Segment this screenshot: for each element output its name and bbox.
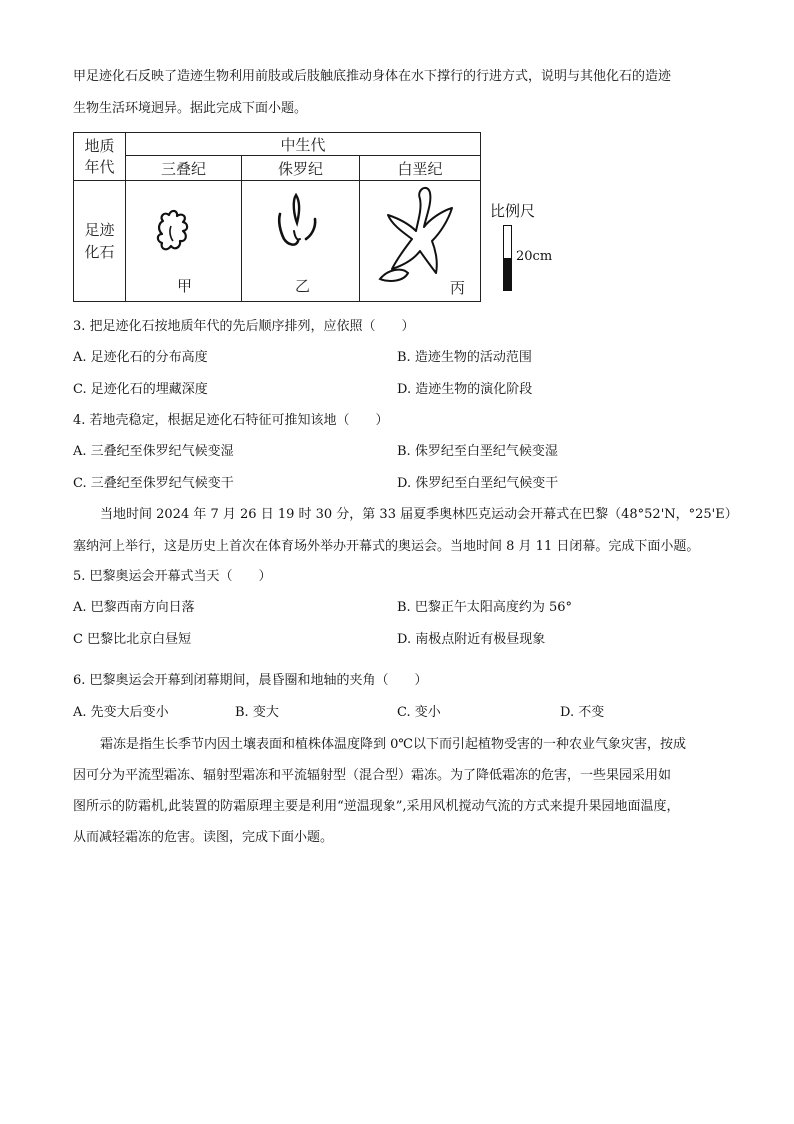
- period-cretaceous: 白垩纪: [360, 156, 481, 181]
- intro-line-1: 甲足迹化石反映了造迹生物利用前肢或后肢触底推动身体在水下撑行的行进方式，说明与其他化石的造迹: [73, 69, 672, 84]
- era-mesozoic: 中生代: [126, 133, 481, 156]
- q4-option-d[interactable]: D. 侏罗纪至白垩纪气候变干: [397, 476, 559, 491]
- q6-option-a[interactable]: A. 先变大后变小: [73, 705, 169, 720]
- olympics-line-2: 塞纳河上举行，这是历史上首次在体育场外举办开幕式的奥运会。当地时间 8 月 11 日闭幕。完成下面小题。: [73, 539, 700, 554]
- q4-option-c[interactable]: C. 三叠纪至侏罗纪气候变干: [73, 476, 234, 491]
- q4-option-b[interactable]: B. 侏罗纪至白垩纪气候变湿: [397, 444, 558, 459]
- q6-option-d[interactable]: D. 不变: [560, 705, 605, 720]
- header-age-text: 年代: [84, 157, 115, 176]
- q3-stem: 3. 把足迹化石按地质年代的先后顺序排列，应依照（ ）: [73, 319, 415, 334]
- row-label-line-1: 足迹: [84, 221, 115, 239]
- scale-value: 20cm: [516, 249, 553, 264]
- q3-option-d[interactable]: D. 造迹生物的演化阶段: [397, 382, 533, 397]
- intro-line-2: 生物生活环境迥异。据此完成下面小题。: [73, 101, 308, 116]
- q5-option-a[interactable]: A. 巴黎西南方向日落: [73, 600, 195, 615]
- q6-option-c[interactable]: C. 变小: [397, 705, 441, 720]
- period-jurassic: 侏罗纪: [242, 156, 360, 181]
- fossil-label-bing: 丙: [450, 279, 466, 297]
- olympics-line-1: 当地时间 2024 年 7 月 26 日 19 时 30 分，第 33 届夏季奥林匹克运动会开幕式在巴黎（48°52'N，°25'E）: [100, 507, 738, 522]
- period-triassic: 三叠纪: [126, 156, 242, 181]
- q5-option-d[interactable]: D. 南极点附近有极昼现象: [397, 632, 546, 647]
- fossil-table: [73, 132, 481, 302]
- q6-option-b[interactable]: B. 变大: [235, 705, 279, 720]
- scale-title: 比例尺: [490, 202, 536, 220]
- frost-line-1: 霜冻是指生长季节内因土壤表面和植株体温度降到 0℃以下而引起植物受害的一种农业气象灾害，按成: [100, 737, 686, 752]
- q5-option-c[interactable]: C 巴黎比北京白昼短: [73, 632, 192, 647]
- row-label-footprint-fossil: [74, 181, 126, 302]
- scale-legend: [490, 200, 553, 264]
- frost-line-3: 图所示的防霜机,此装置的防霜原理主要是利用“逆温现象”,采用风机搅动气流的方式来提升果园地面温度，: [73, 799, 680, 814]
- q3-option-a[interactable]: A. 足迹化石的分布高度: [73, 350, 208, 365]
- fossil-cell-yi: [242, 181, 360, 302]
- frost-line-2: 因可分为平流型霜冻、辐射型霜冻和平流辐射型（混合型）霜冻。为了降低霜冻的危害，一些果园采用如: [73, 768, 672, 783]
- fossil-label-jia: 甲: [177, 277, 193, 295]
- frost-line-4: 从而减轻霜冻的危害。读图，完成下面小题。: [73, 830, 334, 845]
- header-geo-text: 地质: [84, 136, 115, 155]
- fossil-cell-jia: [126, 181, 242, 302]
- q5-stem: 5. 巴黎奥运会开幕式当天（ ）: [73, 569, 272, 584]
- q4-stem: 4. 若地壳稳定，根据足迹化石特征可推知该地（ ）: [73, 413, 389, 428]
- q5-option-b[interactable]: B. 巴黎正午太阳高度约为 56°: [397, 600, 572, 615]
- header-geologic-age: [74, 133, 126, 181]
- q6-stem: 6. 巴黎奥运会开幕到闭幕期间，晨昏圈和地轴的夹角（ ）: [73, 673, 428, 688]
- q3-option-c[interactable]: C. 足迹化石的埋藏深度: [73, 382, 208, 397]
- fossil-label-yi: 乙: [295, 277, 311, 295]
- fossil-cell-bing: [360, 181, 481, 302]
- row-label-line-2: 化石: [84, 243, 115, 261]
- q3-option-b[interactable]: B. 造迹生物的活动范围: [397, 350, 532, 365]
- scale-bar: [503, 225, 512, 291]
- scale-bar-fill: [504, 258, 511, 290]
- q4-option-a[interactable]: A. 三叠纪至侏罗纪气候变湿: [73, 444, 234, 459]
